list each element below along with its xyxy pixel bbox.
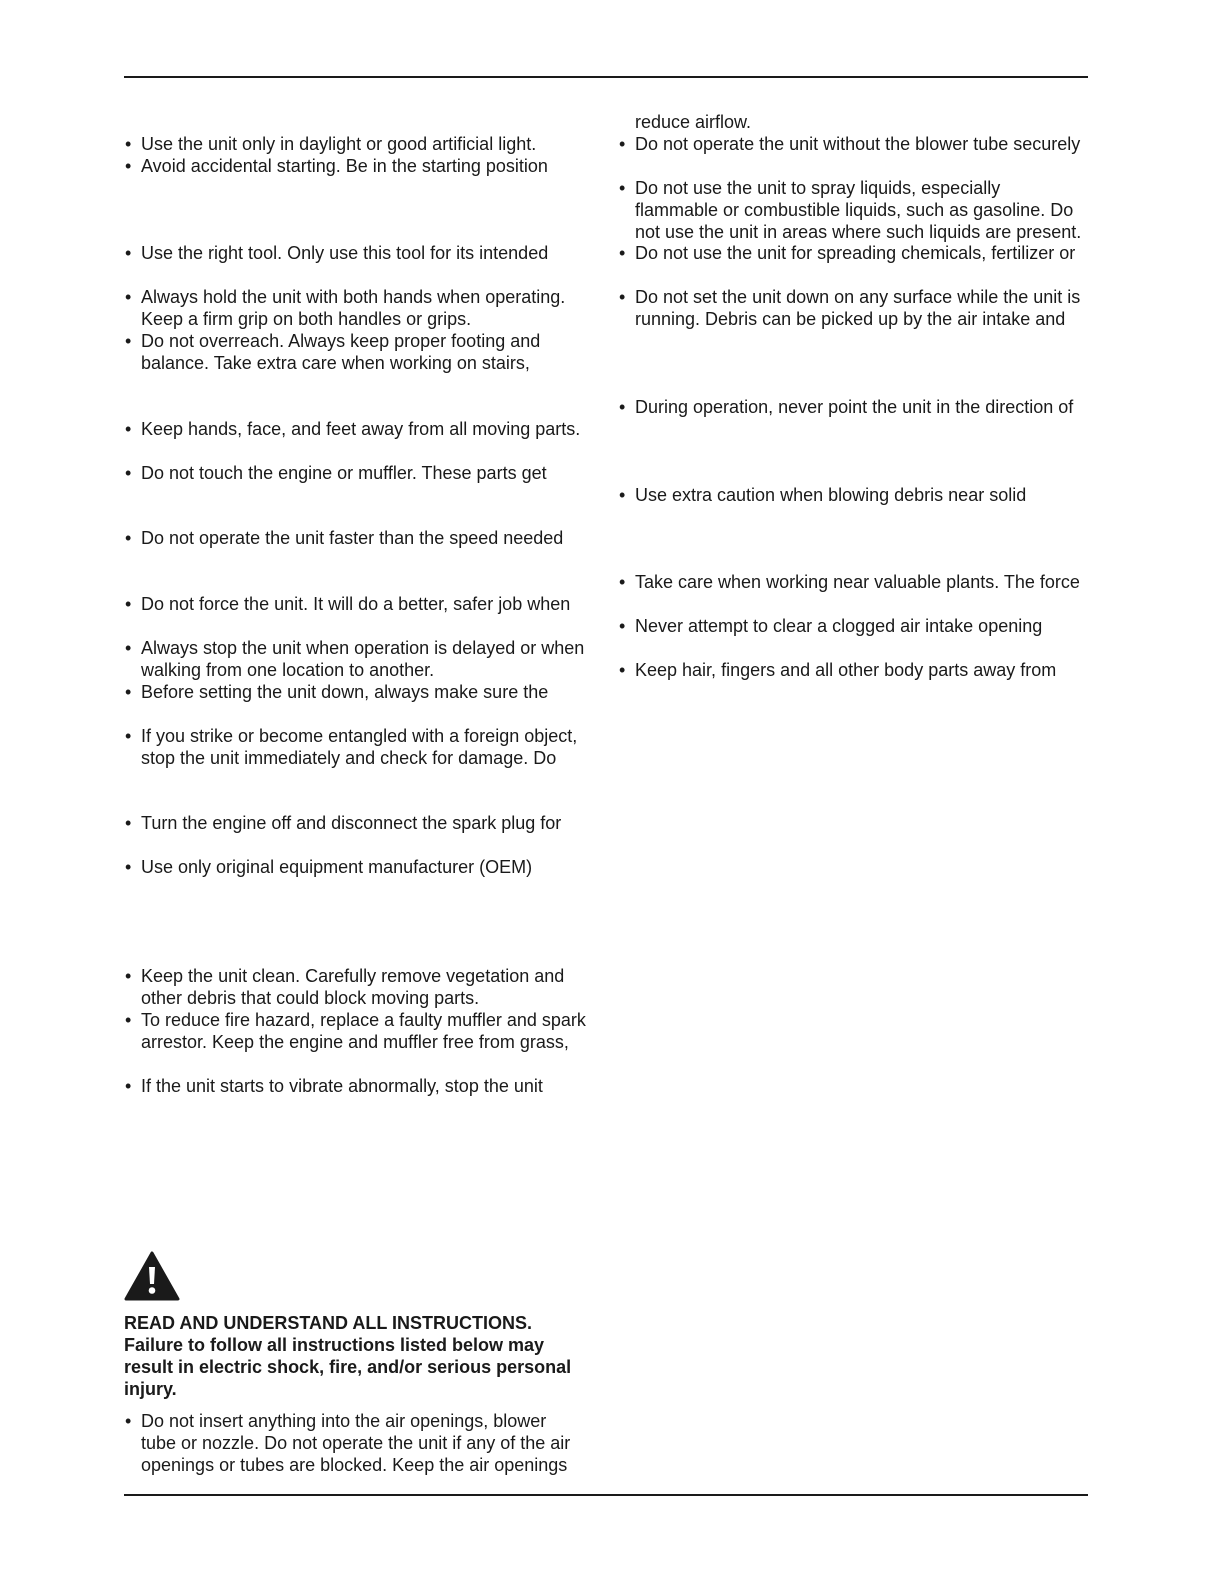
- list-item-text: Turn the engine off and disconnect the spark plug for: [141, 813, 562, 833]
- list-item-text: Keep the unit clean. Carefully remove vegetation and: [141, 966, 565, 986]
- list-item-text: Do not touch the engine or muffler. These parts get: [141, 463, 547, 483]
- bullet: •: [125, 966, 132, 986]
- list-item-text: If you strike or become entangled with a foreign object,: [141, 726, 578, 746]
- list-item-text: tube or nozzle. Do not operate the unit if any of the air: [141, 1433, 571, 1453]
- warning-text: Failure to follow all instructions listed below may: [124, 1335, 545, 1355]
- bullet: •: [125, 156, 132, 176]
- bullet: •: [125, 528, 132, 548]
- bullet: •: [619, 397, 626, 417]
- list-item-text: Do not force the unit. It will do a better, safer job when: [141, 594, 571, 614]
- list-item-text: balance. Take extra care when working on stairs,: [141, 353, 530, 373]
- list-item-text: Do not use the unit for spreading chemicals, fertilizer or: [635, 243, 1076, 263]
- bullet: •: [125, 287, 132, 307]
- bullet: •: [125, 638, 132, 658]
- list-item-text: walking from one location to another.: [141, 660, 435, 680]
- bullet: •: [619, 243, 626, 263]
- bullet: •: [619, 287, 626, 307]
- bullet: •: [125, 1411, 132, 1431]
- list-item-text: Do not set the unit down on any surface while the unit is: [635, 287, 1081, 307]
- list-item-text: Before setting the unit down, always make sure the: [141, 682, 549, 702]
- list-item-text: Avoid accidental starting. Be in the starting position: [141, 156, 548, 176]
- list-item-text: Use extra caution when blowing debris near solid: [635, 485, 1027, 505]
- list-item-text: Always stop the unit when operation is delayed or when: [141, 638, 585, 658]
- list-item-text: Never attempt to clear a clogged air intake opening: [635, 616, 1043, 636]
- list-item-text: To reduce fire hazard, replace a faulty muffler and spark: [141, 1010, 586, 1030]
- top-rule: [124, 76, 1088, 78]
- list-item-text: Use the unit only in daylight or good artificial light.: [141, 134, 537, 154]
- warning-heading: READ AND UNDERSTAND ALL INSTRUCTIONS.: [124, 1313, 532, 1333]
- list-item-text: Do not operate the unit without the blower tube securely: [635, 134, 1081, 154]
- bullet: •: [125, 813, 132, 833]
- list-item-text: not use the unit in areas where such liquids are present.: [635, 222, 1082, 242]
- list-item-text: Always hold the unit with both hands when operating.: [141, 287, 566, 307]
- warning-triangle-icon: [124, 1251, 180, 1301]
- bullet: •: [125, 243, 132, 263]
- bullet: •: [125, 857, 132, 877]
- list-item-text: arrestor. Keep the engine and muffler free from grass,: [141, 1032, 569, 1052]
- bullet: •: [619, 616, 626, 636]
- list-item-text: If the unit starts to vibrate abnormally, stop the unit: [141, 1076, 543, 1096]
- list-item-text: Keep a firm grip on both handles or grips.: [141, 309, 472, 329]
- bullet: •: [125, 682, 132, 702]
- bullet: •: [125, 594, 132, 614]
- list-item-text: Use the right tool. Only use this tool for its intended: [141, 243, 549, 263]
- list-item-text: Keep hands, face, and feet away from all moving parts.: [141, 419, 581, 439]
- list-item-text: Do not overreach. Always keep proper footing and: [141, 331, 541, 351]
- bullet: •: [125, 419, 132, 439]
- bullet: •: [619, 660, 626, 680]
- list-item-text: Do not insert anything into the air openings, blower: [141, 1411, 547, 1431]
- list-item-text: Take care when working near valuable plants. The force: [635, 572, 1080, 592]
- list-item-text: Use only original equipment manufacturer (OEM): [141, 857, 533, 877]
- list-item-text: Keep hair, fingers and all other body parts away from: [635, 660, 1057, 680]
- bottom-rule: [124, 1494, 1088, 1496]
- list-item-text: Do not operate the unit faster than the speed needed: [141, 528, 564, 548]
- warning-text: injury.: [124, 1379, 177, 1399]
- bullet: •: [125, 1010, 132, 1030]
- list-item-text: flammable or combustible liquids, such as gasoline. Do: [635, 200, 1074, 220]
- bullet: •: [619, 572, 626, 592]
- list-item-text: Do not use the unit to spray liquids, especially: [635, 178, 1001, 198]
- bullet: •: [619, 178, 626, 198]
- list-item-text: other debris that could block moving parts.: [141, 988, 480, 1008]
- list-item-text: stop the unit immediately and check for damage. Do: [141, 748, 557, 768]
- continuation-text: reduce airflow.: [635, 112, 752, 132]
- list-item-text: During operation, never point the unit in the direction of: [635, 397, 1074, 417]
- bullet: •: [125, 331, 132, 351]
- bullet: •: [619, 134, 626, 154]
- warning-text: result in electric shock, fire, and/or serious personal: [124, 1357, 572, 1377]
- bullet: •: [619, 485, 626, 505]
- list-item-text: running. Debris can be picked up by the air intake and: [635, 309, 1066, 329]
- bullet: •: [125, 726, 132, 746]
- bullet: •: [125, 1076, 132, 1096]
- list-item-text: openings or tubes are blocked. Keep the air openings: [141, 1455, 568, 1475]
- bullet: •: [125, 463, 132, 483]
- bullet: •: [125, 134, 132, 154]
